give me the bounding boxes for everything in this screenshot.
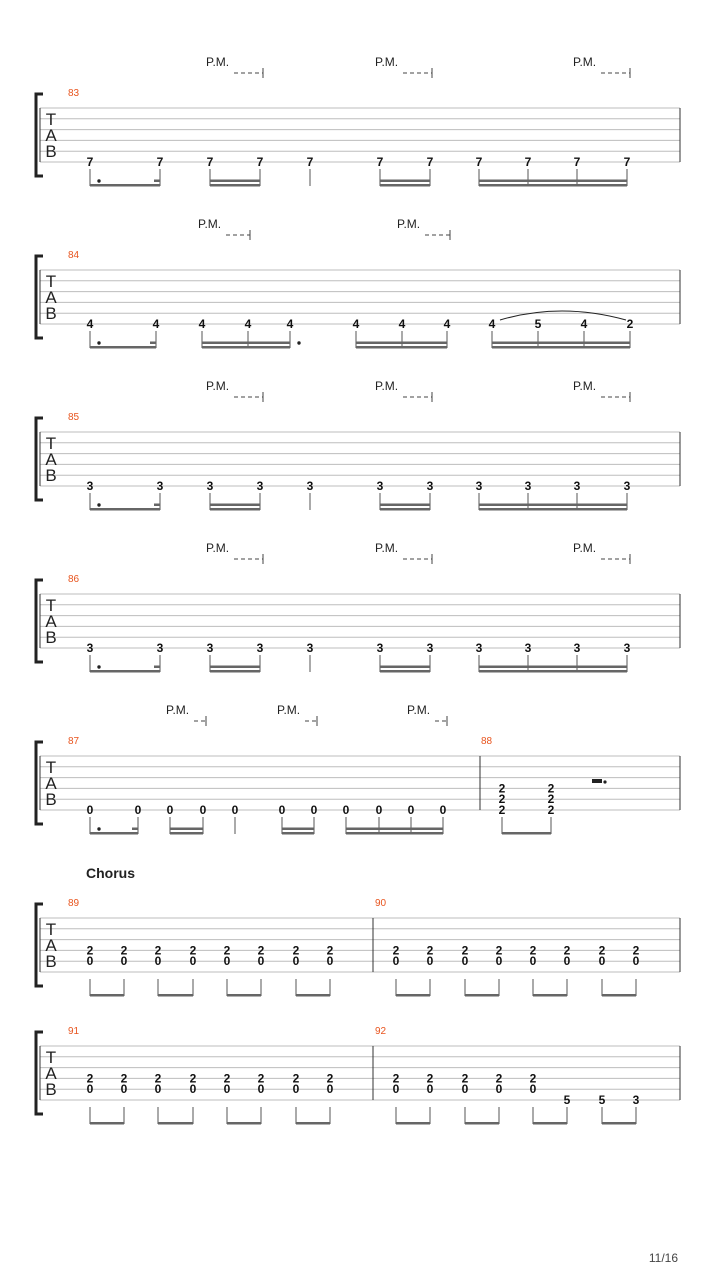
fret-number: 0: [563, 954, 571, 969]
fret-number: 3: [426, 479, 434, 493]
beam: [533, 1122, 567, 1125]
tab-clef-letter: B: [45, 466, 57, 485]
tab-clef-letter: B: [45, 142, 57, 161]
fret-number: 7: [475, 155, 483, 169]
fret-number: 3: [86, 479, 94, 493]
beam: [170, 828, 203, 831]
fret-number: 2: [392, 1071, 400, 1086]
fret-number: 3: [573, 479, 581, 493]
fret-number: 0: [120, 954, 128, 969]
beam: [479, 184, 627, 187]
beam: [210, 670, 260, 673]
fret-number: 4: [488, 317, 496, 331]
fret-number: 2: [426, 1071, 434, 1086]
fret-number: 3: [156, 641, 164, 655]
palm-mute-label: P.M.: [277, 703, 301, 717]
beam: [90, 670, 160, 673]
tab-clef-letter: A: [45, 126, 57, 145]
fret-number: 2: [498, 803, 506, 817]
palm-mute-label: P.M.: [206, 541, 230, 555]
dot: [97, 179, 100, 182]
fret-number: 2: [632, 943, 640, 958]
beam: [533, 994, 567, 997]
beam: [492, 342, 630, 345]
fret-number: 2: [547, 792, 555, 807]
fret-number: 5: [534, 317, 542, 331]
fret-number: 5: [598, 1093, 606, 1107]
dot: [603, 780, 606, 783]
fret-number: 0: [495, 1082, 503, 1097]
beam: [90, 832, 138, 835]
beam: [227, 1122, 261, 1125]
tab-system: [36, 379, 680, 511]
measure-number: 91: [68, 1026, 80, 1037]
fret-number: 3: [573, 641, 581, 655]
beam: [154, 666, 160, 669]
fret-number: 0: [407, 803, 415, 817]
fret-number: 0: [189, 1082, 197, 1097]
fret-number: 0: [426, 954, 434, 969]
tab-system: [36, 865, 680, 997]
fret-number: 2: [529, 1071, 537, 1086]
beam: [380, 670, 430, 673]
tab-clef-letter: T: [45, 920, 57, 939]
fret-number: 0: [86, 1082, 94, 1097]
tab-clef-letter: A: [45, 774, 57, 793]
tab-clef-letter: B: [45, 1080, 57, 1099]
fret-number: 3: [475, 479, 483, 493]
fret-number: 2: [120, 943, 128, 958]
fret-number: 0: [154, 954, 162, 969]
beam: [465, 1122, 499, 1125]
fret-number: 4: [352, 317, 360, 331]
beam: [210, 184, 260, 187]
fret-number: 0: [439, 803, 447, 817]
fret-number: 0: [223, 954, 231, 969]
tab-system: [36, 1026, 680, 1125]
fret-number: 3: [376, 641, 384, 655]
fret-number: 2: [392, 943, 400, 958]
measure-number: 87: [68, 736, 80, 747]
beam: [154, 180, 160, 183]
beam: [158, 1122, 193, 1125]
beam: [90, 184, 160, 187]
fret-number: 3: [156, 479, 164, 493]
fret-number: 4: [286, 317, 294, 331]
palm-mute-label: P.M.: [573, 55, 597, 69]
beam: [296, 994, 330, 997]
beam: [346, 832, 443, 835]
tab-clef-letter: B: [45, 952, 57, 971]
palm-mute-label: P.M.: [206, 379, 230, 393]
fret-number: 2: [495, 1071, 503, 1086]
fret-number: 2: [292, 943, 300, 958]
beam: [90, 346, 156, 349]
fret-number: 0: [120, 1082, 128, 1097]
beam: [602, 1122, 636, 1125]
tab-system: [36, 217, 680, 349]
beam: [479, 508, 627, 511]
fret-number: 0: [86, 954, 94, 969]
fret-number: 0: [461, 954, 469, 969]
dot: [97, 665, 100, 668]
fret-number: 2: [498, 781, 506, 796]
fret-number: 0: [495, 954, 503, 969]
beam: [356, 346, 447, 349]
fret-number: 3: [524, 479, 532, 493]
fret-number: 3: [306, 479, 314, 493]
tab-clef-letter: B: [45, 628, 57, 647]
fret-number: 0: [292, 1082, 300, 1097]
fret-number: 2: [326, 1071, 334, 1086]
fret-number: 2: [189, 943, 197, 958]
fret-number: 0: [278, 803, 286, 817]
beam: [479, 180, 627, 183]
fret-number: 0: [529, 1082, 537, 1097]
palm-mute-label: P.M.: [375, 541, 399, 555]
beam: [90, 1122, 124, 1125]
fret-number: 2: [154, 943, 162, 958]
fret-number: 0: [426, 1082, 434, 1097]
fret-number: 2: [257, 943, 265, 958]
fret-number: 7: [86, 155, 94, 169]
fret-number: 0: [231, 803, 239, 817]
fret-number: 2: [563, 943, 571, 958]
palm-mute-label: P.M.: [206, 55, 230, 69]
tab-clef-letter: T: [45, 272, 57, 291]
beam: [479, 504, 627, 507]
section-label: Chorus: [86, 865, 135, 881]
fret-number: 0: [326, 1082, 334, 1097]
beam: [346, 828, 443, 831]
fret-number: 3: [306, 641, 314, 655]
tab-clef-letter: A: [45, 450, 57, 469]
dot: [97, 503, 100, 506]
fret-number: 3: [623, 641, 631, 655]
measure-number: 92: [375, 1026, 387, 1037]
fret-number: 0: [326, 954, 334, 969]
fret-number: 7: [426, 155, 434, 169]
fret-number: 0: [134, 803, 142, 817]
beam: [202, 342, 290, 345]
fret-number: 2: [120, 1071, 128, 1086]
beam: [210, 508, 260, 511]
half-rest: [592, 779, 602, 783]
dot: [297, 341, 300, 344]
beam: [380, 180, 430, 183]
beam: [502, 832, 551, 835]
beam: [210, 666, 260, 669]
beam: [202, 346, 290, 349]
fret-number: 2: [626, 317, 634, 331]
tab-clef-letter: A: [45, 1064, 57, 1083]
dot: [97, 827, 100, 830]
beam: [465, 994, 499, 997]
fret-number: 0: [632, 954, 640, 969]
fret-number: 0: [310, 803, 318, 817]
fret-number: 2: [495, 943, 503, 958]
beam: [479, 670, 627, 673]
fret-number: 2: [223, 943, 231, 958]
beam: [356, 342, 447, 345]
palm-mute-label: P.M.: [407, 703, 431, 717]
fret-number: 2: [86, 943, 94, 958]
fret-number: 3: [623, 479, 631, 493]
beam: [132, 828, 138, 831]
beam: [158, 994, 193, 997]
palm-mute-label: P.M.: [573, 541, 597, 555]
tab-clef-letter: B: [45, 304, 57, 323]
fret-number: 7: [256, 155, 264, 169]
beam: [380, 184, 430, 187]
fret-number: 0: [166, 803, 174, 817]
tab-clef-letter: A: [45, 612, 57, 631]
dot: [97, 341, 100, 344]
systems-layer: [36, 55, 680, 1125]
fret-number: 7: [524, 155, 532, 169]
fret-number: 0: [189, 954, 197, 969]
beam: [210, 504, 260, 507]
fret-number: 3: [376, 479, 384, 493]
tab-clef-letter: T: [45, 434, 57, 453]
fret-number: 2: [189, 1071, 197, 1086]
beam: [154, 504, 160, 507]
fret-number: 4: [198, 317, 206, 331]
fret-number: 2: [498, 792, 506, 807]
fret-number: 0: [598, 954, 606, 969]
measure-number: 86: [68, 574, 80, 585]
fret-number: 0: [392, 1082, 400, 1097]
beam: [380, 508, 430, 511]
fret-number: 2: [529, 943, 537, 958]
beam: [210, 180, 260, 183]
fret-number: 7: [573, 155, 581, 169]
fret-number: 0: [257, 1082, 265, 1097]
tab-clef-letter: T: [45, 596, 57, 615]
palm-mute-label: P.M.: [397, 217, 421, 231]
fret-number: 0: [461, 1082, 469, 1097]
beam: [492, 346, 630, 349]
beam: [602, 994, 636, 997]
fret-number: 2: [461, 943, 469, 958]
beam: [380, 666, 430, 669]
palm-mute-label: P.M.: [375, 379, 399, 393]
fret-number: 4: [152, 317, 160, 331]
beam: [150, 342, 156, 345]
fret-number: 0: [342, 803, 350, 817]
fret-number: 5: [563, 1093, 571, 1107]
beam: [227, 994, 261, 997]
palm-mute-label: P.M.: [375, 55, 399, 69]
palm-mute-label: P.M.: [166, 703, 190, 717]
fret-number: 0: [375, 803, 383, 817]
fret-number: 3: [86, 641, 94, 655]
beam: [296, 1122, 330, 1125]
beam: [479, 666, 627, 669]
tab-system: [36, 703, 680, 835]
fret-number: 0: [223, 1082, 231, 1097]
tab-clef-letter: A: [45, 288, 57, 307]
tab-clef-letter: T: [45, 110, 57, 129]
fret-number: 7: [623, 155, 631, 169]
measure-number: 89: [68, 898, 80, 909]
tab-clef-letter: T: [45, 1048, 57, 1067]
tab-clef-letter: T: [45, 758, 57, 777]
fret-number: 4: [580, 317, 588, 331]
fret-number: 2: [86, 1071, 94, 1086]
fret-number: 2: [461, 1071, 469, 1086]
palm-mute-label: P.M.: [573, 379, 597, 393]
fret-number: 2: [547, 781, 555, 796]
beam: [90, 508, 160, 511]
fret-number: 2: [426, 943, 434, 958]
fret-number: 2: [547, 803, 555, 817]
fret-number: 4: [86, 317, 94, 331]
beam: [380, 504, 430, 507]
palm-mute-label: P.M.: [198, 217, 222, 231]
fret-number: 3: [475, 641, 483, 655]
fret-number: 4: [443, 317, 451, 331]
fret-number: 3: [524, 641, 532, 655]
measure-number: 85: [68, 412, 80, 423]
fret-number: 0: [392, 954, 400, 969]
fret-number: 2: [257, 1071, 265, 1086]
fret-number: 7: [156, 155, 164, 169]
fret-number: 0: [257, 954, 265, 969]
beam: [282, 832, 314, 835]
tab-system: [36, 541, 680, 673]
fret-number: 0: [199, 803, 207, 817]
beam: [396, 1122, 430, 1125]
fret-number: 2: [223, 1071, 231, 1086]
fret-number: 3: [206, 641, 214, 655]
fret-number: 0: [292, 954, 300, 969]
fret-number: 3: [256, 479, 264, 493]
fret-number: 2: [292, 1071, 300, 1086]
tab-system: [36, 55, 680, 187]
fret-number: 0: [86, 803, 94, 817]
fret-number: 0: [529, 954, 537, 969]
beam: [90, 994, 124, 997]
fret-number: 3: [632, 1093, 640, 1107]
measure-number: 84: [68, 250, 80, 261]
fret-number: 2: [154, 1071, 162, 1086]
beam: [170, 832, 203, 835]
fret-number: 3: [206, 479, 214, 493]
fret-number: 7: [376, 155, 384, 169]
fret-number: 4: [398, 317, 406, 331]
fret-number: 3: [256, 641, 264, 655]
tab-clef-letter: B: [45, 790, 57, 809]
fret-number: 2: [326, 943, 334, 958]
measure-number: 88: [481, 736, 493, 747]
fret-number: 7: [306, 155, 314, 169]
slur: [500, 311, 626, 320]
measure-number: 83: [68, 88, 80, 99]
fret-number: 4: [244, 317, 252, 331]
fret-number: 7: [206, 155, 214, 169]
fret-number: 0: [154, 1082, 162, 1097]
measure-number: 90: [375, 898, 387, 909]
beam: [396, 994, 430, 997]
beam: [282, 828, 314, 831]
fret-number: 3: [426, 641, 434, 655]
tab-clef-letter: A: [45, 936, 57, 955]
page-number: 11/16: [648, 1251, 678, 1265]
fret-number: 2: [598, 943, 606, 958]
